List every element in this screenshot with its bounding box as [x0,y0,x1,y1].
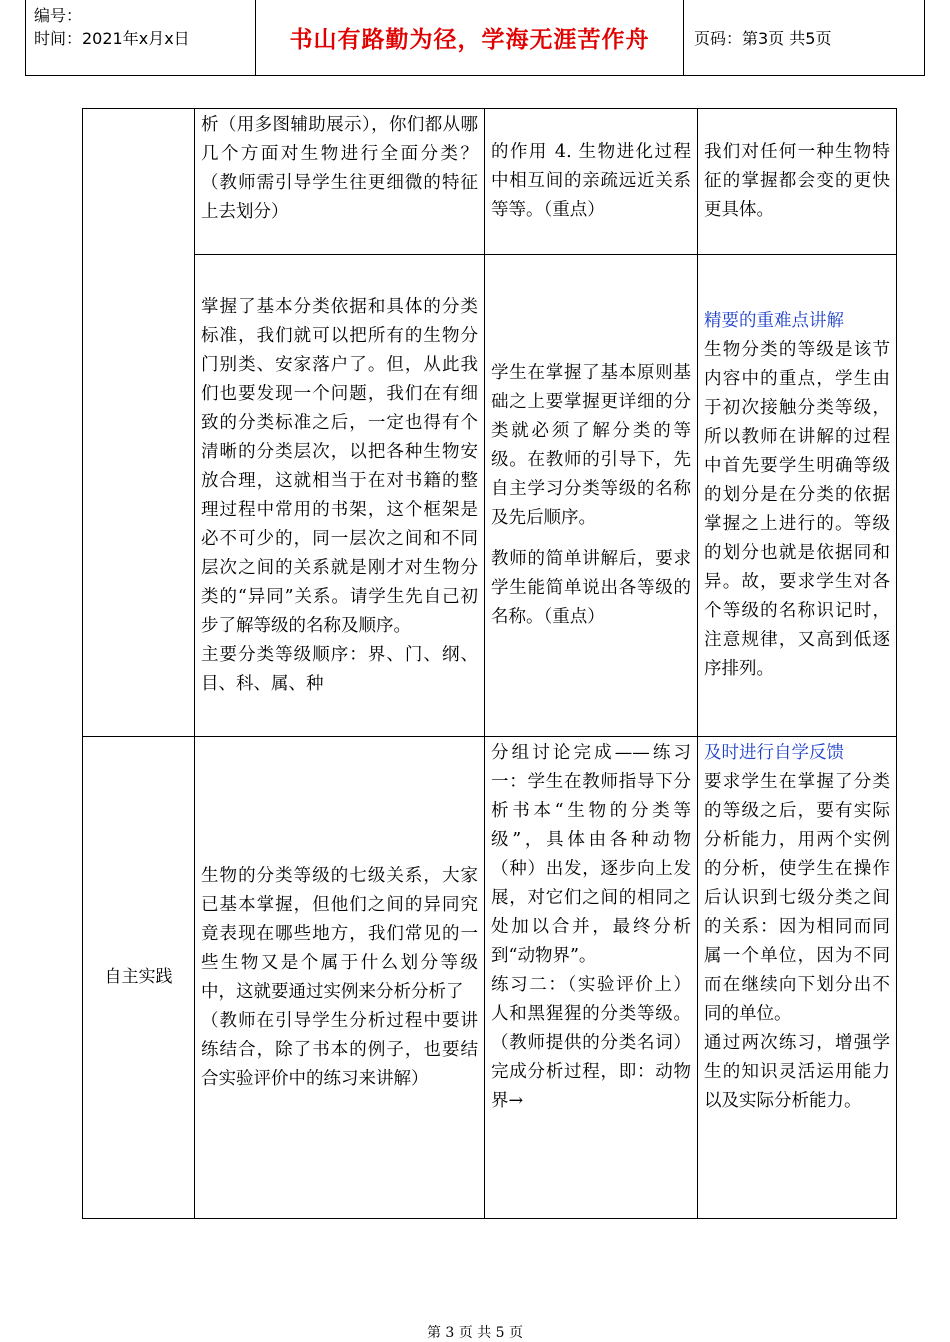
design-intent-cell: 我们对任何一种生物特征的掌握都会变的更快更具体。 [698,109,897,255]
header-page-code: 页码：第3页 共5页 [694,29,832,48]
teacher-activity-text: （教师在引导学生分析过程中要讲练结合，除了书本的例子，也要结合实验评价中的练习来讲解） [201,1010,478,1089]
lesson-plan-table [82,108,897,1219]
header-motto: 书山有路勤为径，学海无涯苦作舟 [256,0,684,75]
student-activity-text: 学生在掌握了基本原则基础之上要掌握更详细的分类就必须了解分类的等级。在教师的引导下，先自主学习分类等级的名称及先后顺序。 [491,363,691,528]
design-intent-text: 通过两次练习，增强学生的知识灵活运用能力以及实际分析能力。 [704,1033,890,1111]
teacher-activity-cell [195,737,485,1219]
design-intent-cell [698,255,897,737]
document-number-label: 编号： [34,6,83,25]
exercise-one-text: 分组讨论完成——练习一：学生在教师指导下分析书本“生物的分类等级”，具体由各种动物（种）出发，逐步向上发展，对它们之间的相同之处加以合并，最终分析到“动物界”。 [491,743,691,966]
spacer [491,533,691,545]
design-intent-text: 要求学生在掌握了分类的等级之后，要有实际分析能力，用两个实例的分析，使学生在操作后认识到七级分类之间的关系：因为相同而同属一个单位，因为不同而在继续向下划分出不同的单位。 [704,772,890,1024]
student-activity-text: 教师的简单讲解后，要求学生能简单说出各等级的名称。（重点） [491,549,691,627]
student-activity-cell [485,737,698,1219]
design-intent-heading: 精要的重难点讲解 [704,311,844,331]
teacher-activity-cell: 析（用多图辅助展示），你们都从哪几个方面对生物进行全面分类？（教师需引导学生往更细微的特征上去划分） [195,109,485,255]
stage-cell [83,109,195,737]
page-footer: 第 3 页 共 5 页 [426,1325,524,1341]
student-activity-cell: 的作用 4. 生物进化过程中相互间的亲疏远近关系等等。（重点） [485,109,698,255]
page-header [25,0,925,76]
table-row [83,109,897,255]
design-intent-cell [698,737,897,1219]
table-row [83,737,897,1219]
exercise-two-text: 练习二：（实验评价上）人和黑猩猩的分类等级。（教师提供的分类名词）完成分析过程，即：动物界→ [491,975,691,1111]
teacher-activity-text: 掌握了基本分类依据和具体的分类标准，我们就可以把所有的生物分门别类、安家落户了。但，从此我们也要发现一个问题，我们在有细致的分类标准之后，一定也得有个清晰的分类层次，以把各种生物安放合理，这就相当于在对书籍的整理过程中常用的书架，这个框架是必不可少的，同一层次之间和不同层次之间的关系就是刚才对生物分类的“异同”关系。请学生先自己初步了解等级的名称及顺序。 [201,296,478,636]
stage-cell: 自主实践 [83,737,195,1219]
header-meta [26,0,256,75]
table-row [83,255,897,737]
student-activity-cell [485,255,698,737]
teacher-activity-cell [195,255,485,737]
design-intent-heading: 及时进行自学反馈 [704,743,844,763]
design-intent-text: 生物分类的等级是该节内容中的重点，学生由于初次接触分类等级，所以教师在讲解的过程中首先要学生明确等级的划分是在分类的依据掌握之上进行的。等级的划分也就是依据同和异。故，要求学生对各个等级的名称识记时，注意规律，又高到低逐序排列。 [704,340,890,679]
teacher-activity-text: 生物的分类等级的七级关系，大家已基本掌握，但他们之间的异同究竟表现在哪些地方，我们常见的一些生物又是个属于什么划分等级中，这就要通过实例来分析分析了 [201,865,478,1002]
document-time-label: 时间：2021年x月x日 [34,29,190,48]
classification-order-text: 主要分类等级顺序：界、门、纲、目、科、属、种 [201,644,478,694]
